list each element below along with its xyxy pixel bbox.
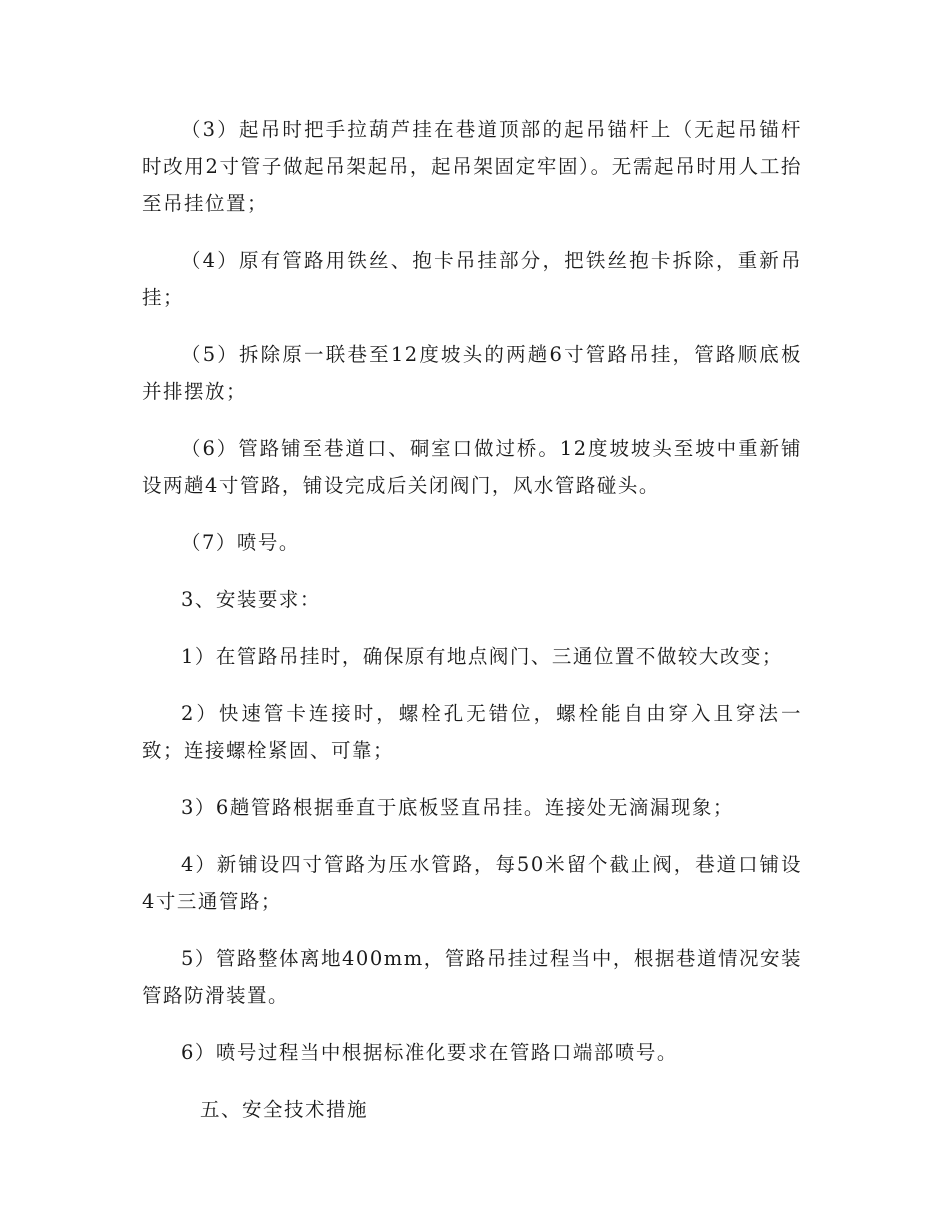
requirement-item-6: 6）喷号过程当中根据标准化要求在管路口端部喷号。 (181, 1041, 678, 1064)
requirement-item-4: 4）新铺设四寸管路为压水管路，每50米留个截止阀，巷道口铺设4寸三通管路； (142, 853, 802, 913)
paragraph-step-4: （4）原有管路用铁丝、抱卡吊挂部分，把铁丝抱卡拆除，重新吊挂； (142, 249, 802, 309)
section-heading-safety-measures: 五、安全技术措施 (200, 1098, 369, 1121)
paragraph-step-5: （5）拆除原一联巷至12度坡头的两趟6寸管路吊挂，管路顺底板并排摆放； (142, 343, 802, 403)
requirement-item-1: 1）在管路吊挂时，确保原有地点阀门、三通位置不做较大改变； (181, 645, 783, 668)
paragraph-step-3: （3）起吊时把手拉葫芦挂在巷道顶部的起吊锚杆上（无起吊锚杆时改用2寸管子做起吊架起吊，起吊架固定牢固）。无需起吊时用人工抬至吊挂位置； (142, 118, 802, 215)
requirement-item-3: 3）6趟管路根据垂直于底板竖直吊挂。连接处无滴漏现象； (181, 796, 734, 819)
paragraph-step-7: （7）喷号。 (181, 531, 300, 554)
requirement-item-2: 2）快速管卡连接时，螺栓孔无错位，螺栓能自由穿入且穿法一致；连接螺栓紧固、可靠； (142, 702, 802, 762)
requirement-item-5: 5）管路整体离地400mm，管路吊挂过程当中，根据巷道情况安装管路防滑装置。 (142, 947, 802, 1007)
document-body (142, 111, 802, 1128)
paragraph-step-6: （6）管路铺至巷道口、硐室口做过桥。12度坡坡头至坡中重新铺设两趟4寸管路，铺设完成后关闭阀门，风水管路碰头。 (142, 437, 802, 497)
subsection-title-install-requirements: 3、安装要求： (181, 588, 321, 611)
